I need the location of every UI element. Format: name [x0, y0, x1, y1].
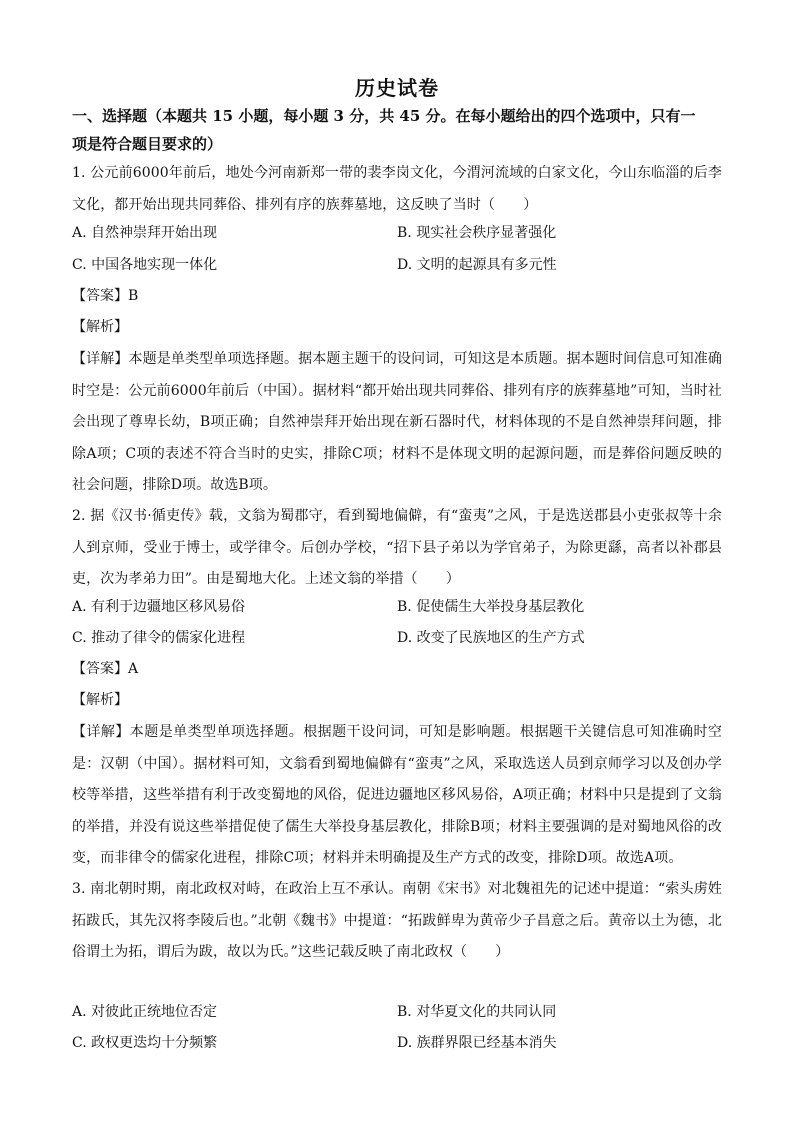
question-2-option-c: C. 推动了律令的儒家化进程	[72, 630, 246, 646]
question-1-answer: 【答案】B	[72, 288, 139, 304]
page-title: 历史试卷	[355, 76, 439, 100]
question-1-option-c: C. 中国各地实现一体化	[72, 257, 218, 273]
question-2-detail: 【详解】本题是单类型单项选择题。根据题干设问词，可知是影响题。根据题干关键信息可知准确时空是：汉朝（中国）。据材料可知，文翁看到蜀地偏僻有“蛮夷”之风，采取选送人员到京师学习以及创办学校等举措，这些举措有利于改变蜀地的风俗，促进边疆地区移风易俗，A项正确；材料中只是提到了文翁的举措，并没有说这些举措促使了儒生大举投身基层教化，排除B项；材料主要强调的是对蜀地风俗的改变，而非律令的儒家化进程，排除C项；材料并未明确提及生产方式的改变，排除D项。故选A项。	[72, 724, 722, 866]
section-heading-line1: 一、选择题（本题共 15 小题，每小题 3 分，共 45 分。在每小题给出的四个选项中，只有一	[72, 107, 696, 125]
question-3-option-b: B. 对华夏文化的共同认同	[397, 1004, 557, 1020]
question-3-option-a: A. 对彼此正统地位否定	[72, 1004, 218, 1020]
section-heading-line2: 项是符合题目要求的）	[72, 135, 223, 153]
question-2-analysis-label: 【解析】	[72, 692, 128, 708]
question-1-option-a: A. 自然神崇拜开始出现	[72, 225, 218, 241]
question-2-stem: 2. 据《汉书·循吏传》载，文翁为蜀郡守，看到蜀地偏僻，有“蛮夷”之风，于是选送郡县小吏张叔等十余人到京师，受业于博士，或学律令。后创办学校，“招下县子弟以为学官弟子，为除更繇，高者以补郡县吏，次为孝弟力田”。由是蜀地大化。上述文翁的举措（ ）	[72, 508, 722, 587]
question-1-analysis-label: 【解析】	[72, 319, 128, 335]
question-1-detail: 【详解】本题是单类型单项选择题。据本题主题干的设问词，可知这是本质题。据本题时间信息可知准确时空是：公元前6000年前后（中国）。据材料“都开始出现共同葬俗、排列有序的族葬墓地”可知，当时社会出现了尊卑长幼，B项正确；自然神崇拜开始出现在新石器时代，材料体现的不是自然神崇拜问题，排除A项；C项的表述不符合当时的史实，排除C项；材料不是体现文明的起源问题，而是葬俗问题反映的社会问题，排除D项。故选B项。	[72, 351, 722, 493]
question-1-stem: 1. 公元前6000年前后，地处今河南新郑一带的裴李岗文化，今渭河流域的白家文化，今山东临淄的后李文化，都开始出现共同葬俗、排列有序的族葬墓地，这反映了当时（ ）	[72, 165, 722, 213]
question-1-option-b: B. 现实社会秩序显著强化	[397, 225, 557, 241]
question-2-answer: 【答案】A	[72, 661, 139, 677]
question-3-stem: 3. 南北朝时期，南北政权对峙，在政治上互不承认。南朝《宋书》对北魏祖先的记述中提道：“索头虏姓拓跋氏，其先汉将李陵后也。”北朝《魏书》中提道：“拓跋鲜卑为黄帝少子昌意之后。黄帝以土为德，北俗谓土为拓，谓后为跋，故以为氏。”这些记载反映了南北政权（ ）	[72, 881, 722, 960]
question-1-option-d: D. 文明的起源具有多元性	[397, 257, 557, 273]
question-2-option-b: B. 促使儒生大举投身基层教化	[397, 599, 585, 615]
question-3-option-d: D. 族群界限已经基本消失	[397, 1035, 557, 1051]
question-2-option-d: D. 改变了民族地区的生产方式	[397, 630, 585, 646]
question-3-option-c: C. 政权更迭均十分频繁	[72, 1035, 218, 1051]
question-2-option-a: A. 有利于边疆地区移风易俗	[72, 599, 246, 615]
